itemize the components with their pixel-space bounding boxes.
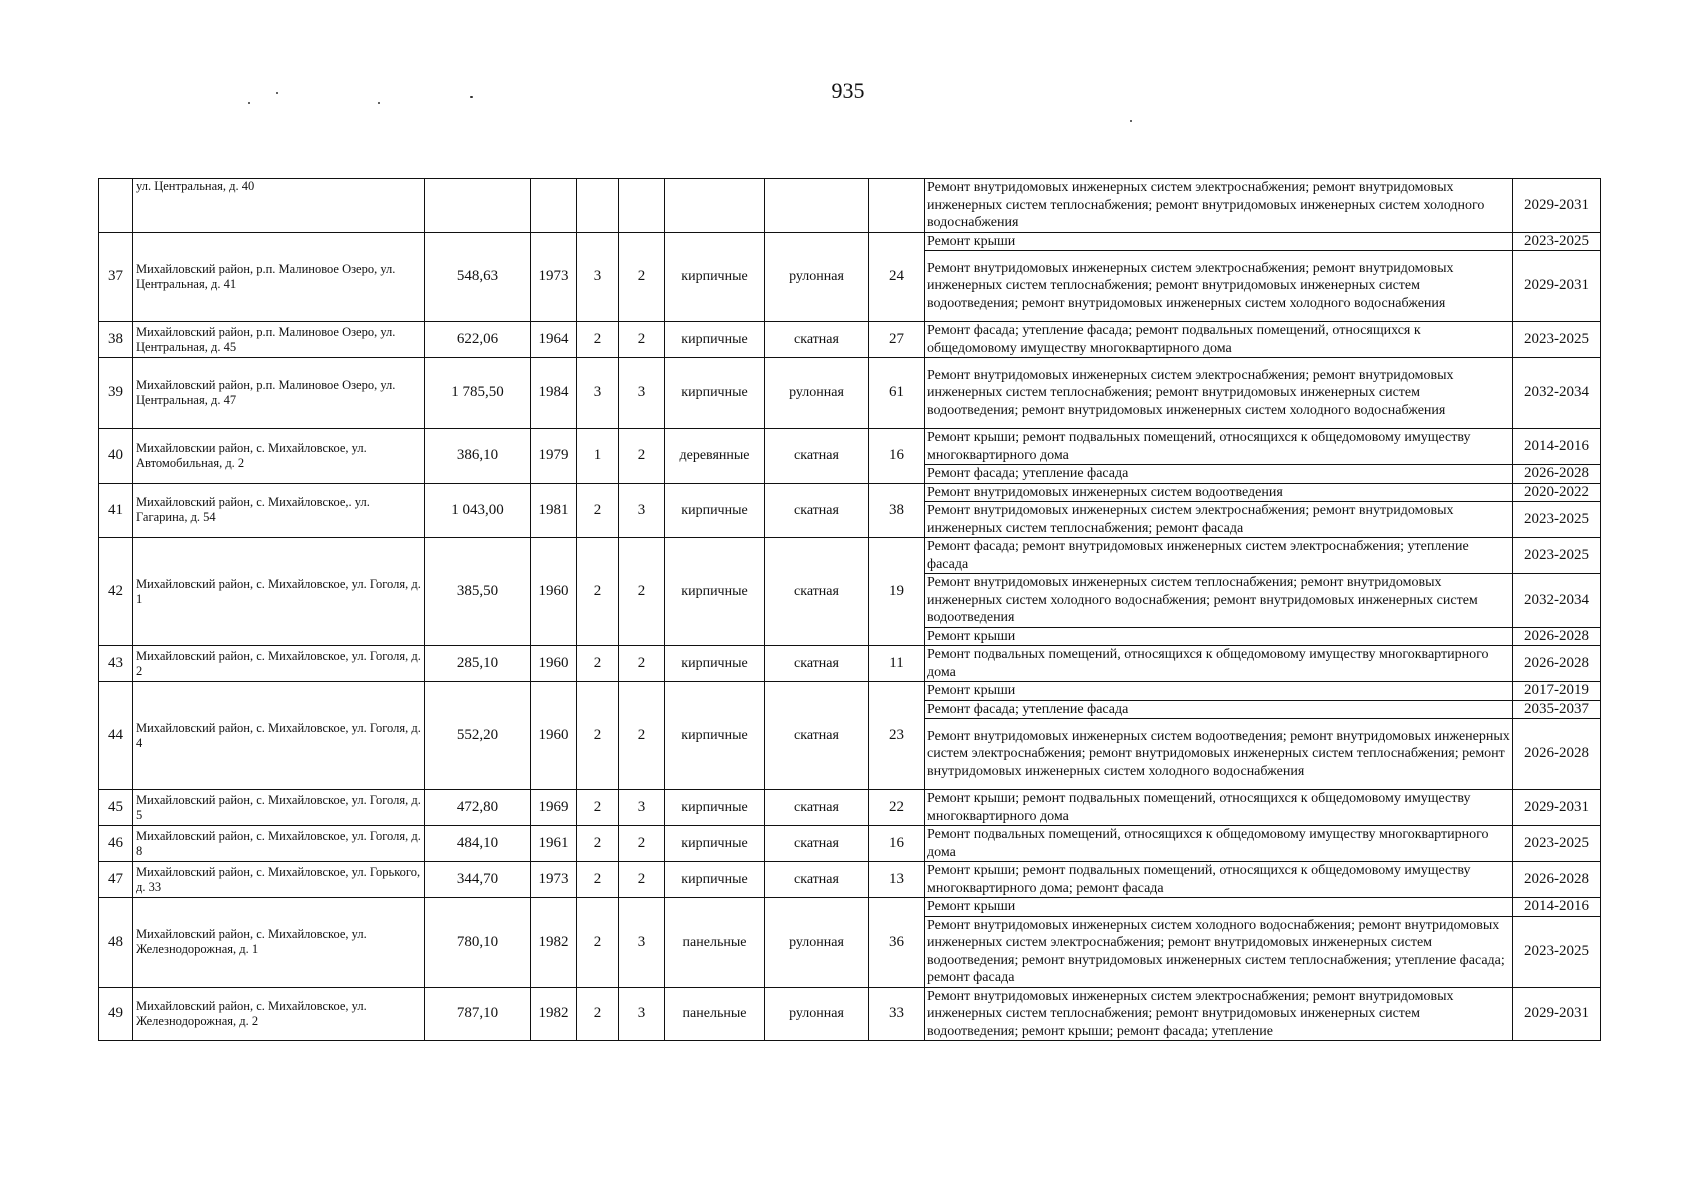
walls-material-cell: кирпичные <box>665 483 765 538</box>
year-cell: 1984 <box>531 358 577 429</box>
table-row <box>99 862 1601 898</box>
roof-type-cell: рулонная <box>765 232 869 322</box>
repair-works-cell: Ремонт фасада; ремонт внутридомовых инженерных систем электроснабжения; утепление фасада <box>925 538 1513 574</box>
year-cell: 1961 <box>531 826 577 862</box>
residents-cell <box>869 179 925 233</box>
address-cell: Михайловский район, р.п. Малиновое Озеро, ул. Центральная, д. 41 <box>133 232 425 322</box>
year-cell: 1960 <box>531 682 577 790</box>
address-cell: Михайловский район, с. Михайловское, ул. Гоголя, д. 8 <box>133 826 425 862</box>
floors-cell: 2 <box>577 682 619 790</box>
repair-period-cell: 2017-2019 <box>1513 682 1601 701</box>
residents-cell: 13 <box>869 862 925 898</box>
repair-period-cell: 2023-2025 <box>1513 826 1601 862</box>
entrances-cell: 2 <box>619 322 665 358</box>
roof-type-cell <box>765 179 869 233</box>
floors-cell: 2 <box>577 826 619 862</box>
table-row <box>99 790 1601 826</box>
entrances-cell: 2 <box>619 538 665 646</box>
row-number-cell: 49 <box>99 987 133 1041</box>
row-number-cell <box>99 179 133 233</box>
row-number-cell: 37 <box>99 232 133 322</box>
table-row <box>99 826 1601 862</box>
repair-period-cell: 2023-2025 <box>1513 232 1601 251</box>
address-cell: Михайловский район, с. Михайловское, ул. Железнодорожная, д. 2 <box>133 987 425 1041</box>
repair-period-cell: 2023-2025 <box>1513 916 1601 987</box>
walls-material-cell: кирпичные <box>665 232 765 322</box>
repair-period-cell: 2014-2016 <box>1513 429 1601 465</box>
year-cell: 1960 <box>531 646 577 682</box>
address-cell: ул. Центральная, д. 40 <box>133 179 425 233</box>
repair-works-cell: Ремонт внутридомовых инженерных систем электроснабжения; ремонт внутридомовых инженерных систем теплоснабжения; ремонт внутридомовых инженерных систем водоотведения; ремонт внутридомовых инженерных систем холодного водоснабжения <box>925 358 1513 429</box>
repair-works-cell: Ремонт внутридомовых инженерных систем электроснабжения; ремонт внутридомовых инженерных систем теплоснабжения; ремонт фасада <box>925 502 1513 538</box>
walls-material-cell: деревянные <box>665 429 765 484</box>
residents-cell: 33 <box>869 987 925 1041</box>
floors-cell: 2 <box>577 790 619 826</box>
roof-type-cell: скатная <box>765 538 869 646</box>
address-cell: Михайловский район, р.п. Малиновое Озеро, ул. Центральная, д. 47 <box>133 358 425 429</box>
address-cell: Михайловский район, с. Михайловское, ул. Гоголя, д. 2 <box>133 646 425 682</box>
address-cell: Михайловский район, с. Михайловское, ул. Гоголя, д. 4 <box>133 682 425 790</box>
year-cell: 1981 <box>531 483 577 538</box>
walls-material-cell: кирпичные <box>665 538 765 646</box>
repair-works-cell: Ремонт фасада; утепление фасада <box>925 700 1513 719</box>
year-cell: 1973 <box>531 232 577 322</box>
repair-works-cell: Ремонт внутридомовых инженерных систем электроснабжения; ремонт внутридомовых инженерных систем теплоснабжения; ремонт внутридомовых инженерных систем водоотведения; ремонт внутридомовых инженерных систем холодного водоснабжения <box>925 251 1513 322</box>
repair-works-cell: Ремонт фасада; утепление фасада <box>925 465 1513 484</box>
table-row <box>99 179 1601 233</box>
area-cell: 484,10 <box>425 826 531 862</box>
floors-cell: 2 <box>577 322 619 358</box>
entrances-cell: 3 <box>619 483 665 538</box>
area-cell: 285,10 <box>425 646 531 682</box>
scan-speck <box>378 102 380 104</box>
row-number-cell: 43 <box>99 646 133 682</box>
residents-cell: 22 <box>869 790 925 826</box>
repair-period-cell: 2023-2025 <box>1513 502 1601 538</box>
walls-material-cell: панельные <box>665 898 765 988</box>
residents-cell: 16 <box>869 429 925 484</box>
row-number-cell: 42 <box>99 538 133 646</box>
walls-material-cell: кирпичные <box>665 646 765 682</box>
entrances-cell: 3 <box>619 898 665 988</box>
walls-material-cell: панельные <box>665 987 765 1041</box>
entrances-cell: 2 <box>619 826 665 862</box>
repair-works-cell: Ремонт внутридомовых инженерных систем водоотведения; ремонт внутридомовых инженерных систем электроснабжения; ремонт внутридомовых инженерных систем теплоснабжения; ремонт внутридомовых инженерных систем холодного водоснабжения <box>925 719 1513 790</box>
walls-material-cell: кирпичные <box>665 790 765 826</box>
table-row <box>99 682 1601 701</box>
repair-works-cell: Ремонт внутридомовых инженерных систем водоотведения <box>925 483 1513 502</box>
repair-period-cell: 2029-2031 <box>1513 251 1601 322</box>
page-number: 935 <box>831 78 865 103</box>
roof-type-cell: скатная <box>765 646 869 682</box>
roof-type-cell: скатная <box>765 826 869 862</box>
repair-period-cell: 2035-2037 <box>1513 700 1601 719</box>
residents-cell: 24 <box>869 232 925 322</box>
table-row <box>99 898 1601 917</box>
entrances-cell: 2 <box>619 232 665 322</box>
floors-cell: 2 <box>577 483 619 538</box>
residents-cell: 16 <box>869 826 925 862</box>
repair-works-cell: Ремонт внутридомовых инженерных систем электроснабжения; ремонт внутридомовых инженерных систем теплоснабжения; ремонт внутридомовых инженерных систем водоотведения; ремонт крыши; ремонт фасада; утепление <box>925 987 1513 1041</box>
roof-type-cell: скатная <box>765 790 869 826</box>
floors-cell: 2 <box>577 898 619 988</box>
address-cell: Михайловский район, с. Михайловское, ул. Горького, д. 33 <box>133 862 425 898</box>
year-cell <box>531 179 577 233</box>
table-row <box>99 987 1601 1041</box>
scan-speck <box>276 92 278 94</box>
row-number-cell: 44 <box>99 682 133 790</box>
floors-cell: 1 <box>577 429 619 484</box>
walls-material-cell: кирпичные <box>665 826 765 862</box>
row-number-cell: 41 <box>99 483 133 538</box>
entrances-cell: 3 <box>619 790 665 826</box>
area-cell: 344,70 <box>425 862 531 898</box>
repair-period-cell: 2029-2031 <box>1513 179 1601 233</box>
repair-period-cell: 2032-2034 <box>1513 574 1601 628</box>
entrances-cell: 3 <box>619 358 665 429</box>
address-cell: Михайловскии район, с. Михайловское, ул. Автомобильная, д. 2 <box>133 429 425 484</box>
row-number-cell: 47 <box>99 862 133 898</box>
area-cell: 780,10 <box>425 898 531 988</box>
entrances-cell <box>619 179 665 233</box>
table-row <box>99 538 1601 574</box>
repair-works-cell: Ремонт крыши; ремонт подвальных помещений, относящихся к общедомовому имуществу многоквартирного дома <box>925 790 1513 826</box>
area-cell: 1 785,50 <box>425 358 531 429</box>
entrances-cell: 2 <box>619 646 665 682</box>
area-cell: 385,50 <box>425 538 531 646</box>
floors-cell: 3 <box>577 232 619 322</box>
address-cell: Михайловский район, с. Михайловское, ул. Железнодорожная, д. 1 <box>133 898 425 988</box>
roof-type-cell: скатная <box>765 682 869 790</box>
table-row <box>99 429 1601 465</box>
floors-cell: 2 <box>577 862 619 898</box>
residents-cell: 23 <box>869 682 925 790</box>
residents-cell: 38 <box>869 483 925 538</box>
floors-cell: 2 <box>577 646 619 682</box>
repair-works-cell: Ремонт подвальных помещений, относящихся к общедомовому имуществу многоквартирного дома <box>925 646 1513 682</box>
repair-works-cell: Ремонт внутридомовых инженерных систем теплоснабжения; ремонт внутридомовых инженерных систем холодного водоснабжения; ремонт внутридомовых инженерных систем водоотведения <box>925 574 1513 628</box>
floors-cell: 2 <box>577 538 619 646</box>
year-cell: 1960 <box>531 538 577 646</box>
area-cell: 787,10 <box>425 987 531 1041</box>
repair-works-cell: Ремонт крыши; ремонт подвальных помещений, относящихся к общедомовому имуществу многоквартирного дома; ремонт фасада <box>925 862 1513 898</box>
repair-period-cell: 2029-2031 <box>1513 790 1601 826</box>
repair-works-cell: Ремонт внутридомовых инженерных систем холодного водоснабжения; ремонт внутридомовых инженерных систем электроснабжения; ремонт внутридомовых инженерных систем водоотведения; ремонт внутридомовых инженерных систем теплоснабжения; утепление фасада; ремонт фасада <box>925 916 1513 987</box>
repair-period-cell: 2026-2028 <box>1513 646 1601 682</box>
repair-period-cell: 2020-2022 <box>1513 483 1601 502</box>
roof-type-cell: скатная <box>765 483 869 538</box>
repair-works-cell: Ремонт фасада; утепление фасада; ремонт подвальных помещений, относящихся к общедомовому имуществу многоквартирного дома <box>925 322 1513 358</box>
repair-period-cell: 2023-2025 <box>1513 322 1601 358</box>
housing-repair-table <box>98 178 1601 1041</box>
walls-material-cell: кирпичные <box>665 358 765 429</box>
area-cell: 552,20 <box>425 682 531 790</box>
area-cell: 472,80 <box>425 790 531 826</box>
area-cell: 1 043,00 <box>425 483 531 538</box>
repair-period-cell: 2026-2028 <box>1513 627 1601 646</box>
residents-cell: 27 <box>869 322 925 358</box>
table-row <box>99 483 1601 502</box>
row-number-cell: 45 <box>99 790 133 826</box>
residents-cell: 61 <box>869 358 925 429</box>
walls-material-cell: кирпичные <box>665 862 765 898</box>
floors-cell: 3 <box>577 358 619 429</box>
roof-type-cell: скатная <box>765 862 869 898</box>
roof-type-cell: скатная <box>765 322 869 358</box>
row-number-cell: 46 <box>99 826 133 862</box>
walls-material-cell: кирпичные <box>665 322 765 358</box>
repair-period-cell: 2029-2031 <box>1513 987 1601 1041</box>
residents-cell: 19 <box>869 538 925 646</box>
area-cell: 622,06 <box>425 322 531 358</box>
area-cell: 386,10 <box>425 429 531 484</box>
row-number-cell: 40 <box>99 429 133 484</box>
roof-type-cell: рулонная <box>765 898 869 988</box>
repair-period-cell: 2026-2028 <box>1513 862 1601 898</box>
scan-speck <box>470 96 473 98</box>
scan-speck <box>1130 120 1132 122</box>
table-row <box>99 646 1601 682</box>
repair-period-cell: 2032-2034 <box>1513 358 1601 429</box>
year-cell: 1964 <box>531 322 577 358</box>
roof-type-cell: рулонная <box>765 987 869 1041</box>
address-cell: Михайловский район, р.п. Малиновое Озеро, ул. Центральная, д. 45 <box>133 322 425 358</box>
area-cell: 548,63 <box>425 232 531 322</box>
floors-cell: 2 <box>577 987 619 1041</box>
repair-works-cell: Ремонт крыши <box>925 232 1513 251</box>
year-cell: 1973 <box>531 862 577 898</box>
address-cell: Михайловский район, с. Михайловское,. ул. Гагарина, д. 54 <box>133 483 425 538</box>
repair-period-cell: 2023-2025 <box>1513 538 1601 574</box>
entrances-cell: 2 <box>619 682 665 790</box>
repair-period-cell: 2026-2028 <box>1513 719 1601 790</box>
scan-speck <box>248 102 250 104</box>
repair-works-cell: Ремонт крыши <box>925 898 1513 917</box>
repair-works-cell: Ремонт внутридомовых инженерных систем электроснабжения; ремонт внутридомовых инженерных систем теплоснабжения; ремонт внутридомовых инженерных систем холодного водоснабжения <box>925 179 1513 233</box>
row-number-cell: 38 <box>99 322 133 358</box>
walls-material-cell: кирпичные <box>665 682 765 790</box>
entrances-cell: 2 <box>619 862 665 898</box>
year-cell: 1982 <box>531 987 577 1041</box>
repair-works-cell: Ремонт крыши <box>925 682 1513 701</box>
area-cell <box>425 179 531 233</box>
repair-period-cell: 2014-2016 <box>1513 898 1601 917</box>
repair-works-cell: Ремонт подвальных помещений, относящихся к общедомовому имуществу многоквартирного дома <box>925 826 1513 862</box>
year-cell: 1969 <box>531 790 577 826</box>
table-row <box>99 358 1601 429</box>
roof-type-cell: скатная <box>765 429 869 484</box>
row-number-cell: 48 <box>99 898 133 988</box>
repair-period-cell: 2026-2028 <box>1513 465 1601 484</box>
entrances-cell: 2 <box>619 429 665 484</box>
address-cell: Михайловский район, с. Михайловское, ул. Гоголя, д. 1 <box>133 538 425 646</box>
residents-cell: 11 <box>869 646 925 682</box>
year-cell: 1979 <box>531 429 577 484</box>
address-cell: Михайловский район, с. Михайловское, ул. Гоголя, д. 5 <box>133 790 425 826</box>
row-number-cell: 39 <box>99 358 133 429</box>
residents-cell: 36 <box>869 898 925 988</box>
table-row <box>99 232 1601 251</box>
table-row <box>99 322 1601 358</box>
roof-type-cell: рулонная <box>765 358 869 429</box>
entrances-cell: 3 <box>619 987 665 1041</box>
repair-works-cell: Ремонт крыши; ремонт подвальных помещений, относящихся к общедомовому имуществу многоквартирного дома <box>925 429 1513 465</box>
year-cell: 1982 <box>531 898 577 988</box>
walls-material-cell <box>665 179 765 233</box>
floors-cell <box>577 179 619 233</box>
repair-works-cell: Ремонт крыши <box>925 627 1513 646</box>
